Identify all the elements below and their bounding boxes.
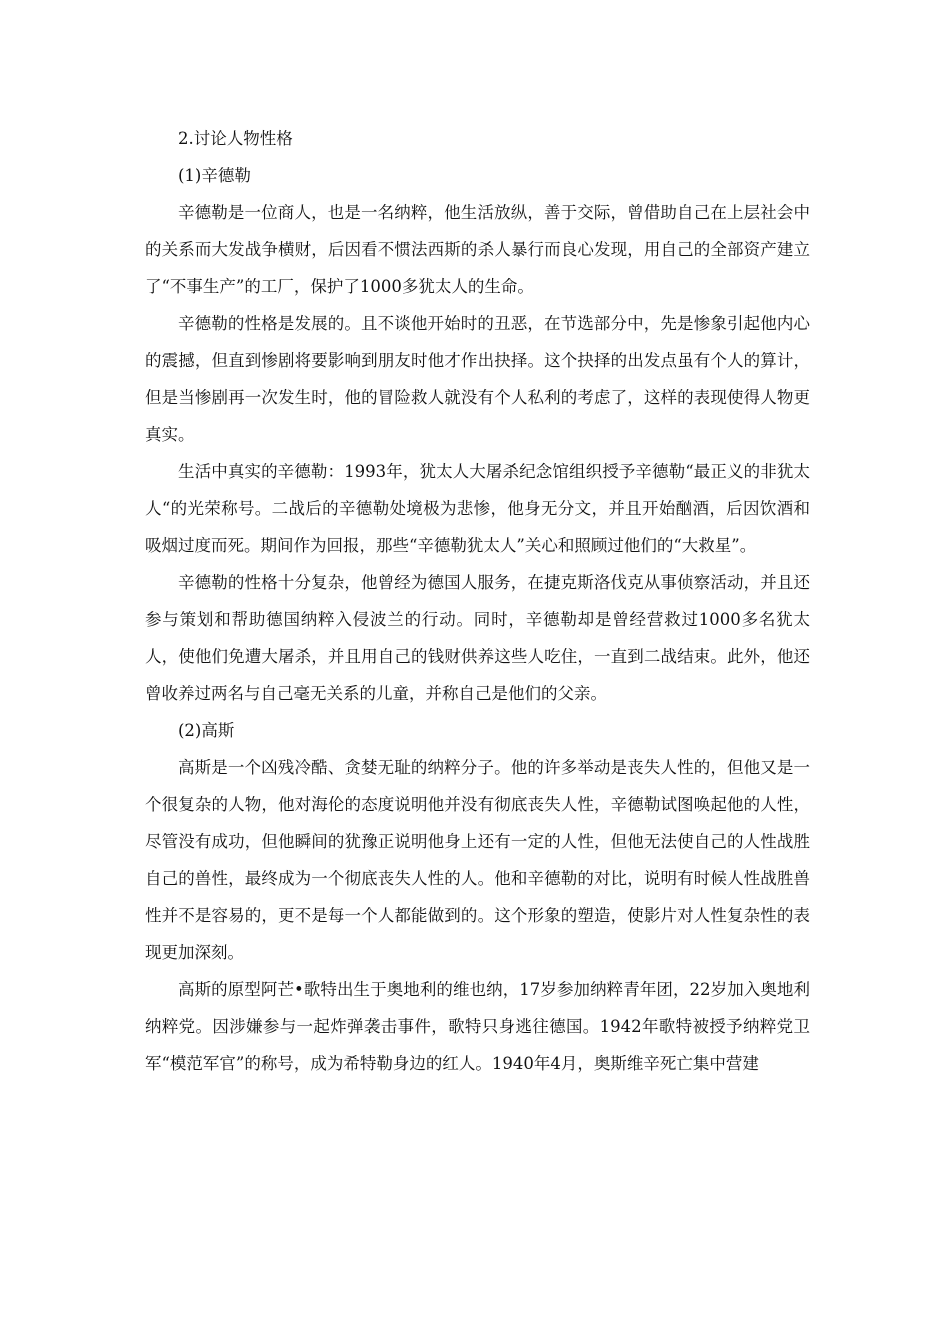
document-body <box>145 120 810 1082</box>
paragraph: 辛德勒是一位商人，也是一名纳粹，他生活放纵，善于交际，曾借助自己在上层社会中的关系而大发战争横财，后因看不惯法西斯的杀人暴行而良心发现，用自己的全部资产建立了“不事生产”的工厂，保护了1000多犹太人的生命。 <box>145 203 810 296</box>
section-heading: 2.讨论人物性格 <box>178 129 293 148</box>
subheading-goeth: (2)高斯 <box>178 721 235 740</box>
paragraph: 辛德勒的性格是发展的。且不谈他开始时的丑恶，在节选部分中，先是惨象引起他内心的震撼，但直到惨剧将要影响到朋友时他才作出抉择。这个抉择的出发点虽有个人的算计，但是当惨剧再一次发生时，他的冒险救人就没有个人私利的考虑了，这样的表现使得人物更真实。 <box>145 314 810 444</box>
paragraph: 生活中真实的辛德勒：1993年，犹太人大屠杀纪念馆组织授予辛德勒“最正义的非犹太人“的光荣称号。二战后的辛德勒处境极为悲惨，他身无分文，并且开始酗酒，后因饮酒和吸烟过度而死。期间作为回报，那些“辛德勒犹太人”关心和照顾过他们的“大救星”。 <box>145 462 810 555</box>
paragraph: 高斯是一个凶残冷酷、贪婪无耻的纳粹分子。他的许多举动是丧失人性的，但他又是一个很复杂的人物，他对海伦的态度说明他并没有彻底丧失人性，辛德勒试图唤起他的人性，尽管没有成功，但他瞬间的犹豫正说明他身上还有一定的人性，但他无法使自己的人性战胜自己的兽性，最终成为一个彻底丧失人性的人。他和辛德勒的对比，说明有时候人性战胜兽性并不是容易的，更不是每一个人都能做到的。这个形象的塑造，使影片对人性复杂性的表现更加深刻。 <box>145 758 810 962</box>
subheading-schindler: (1)辛德勒 <box>178 166 251 185</box>
paragraph: 高斯的原型阿芒•歌特出生于奥地利的维也纳，17岁参加纳粹青年团，22岁加入奥地利纳粹党。因涉嫌参与一起炸弹袭击事件，歌特只身逃往德国。1942年歌特被授予纳粹党卫军“模范军官”的称号，成为希特勒身边的红人。1940年4月，奥斯维辛死亡集中营建 <box>145 980 810 1073</box>
paragraph: 辛德勒的性格十分复杂，他曾经为德国人服务，在捷克斯洛伐克从事侦察活动，并且还参与策划和帮助德国纳粹入侵波兰的行动。同时，辛德勒却是曾经营救过1000多名犹太人，使他们免遭大屠杀，并且用自己的钱财供养这些人吃住，一直到二战结束。此外，他还曾收养过两名与自己毫无关系的儿童，并称自己是他们的父亲。 <box>145 573 810 703</box>
